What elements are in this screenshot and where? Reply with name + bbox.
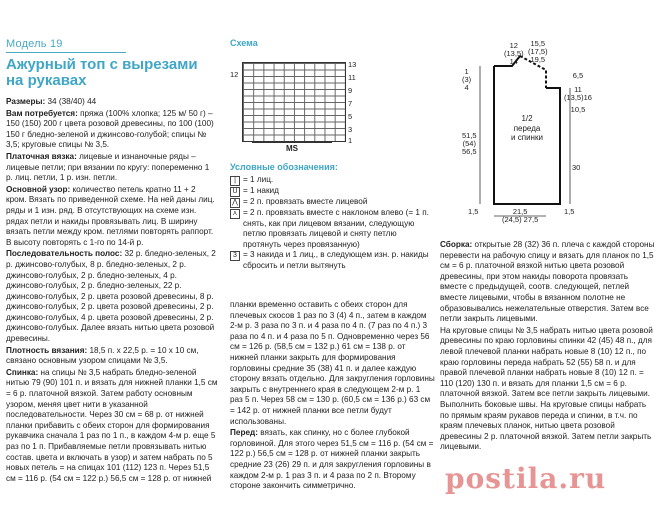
dim-neck-depth — [462, 68, 471, 92]
legend-item — [230, 250, 435, 271]
ssk-icon: ⋏ — [230, 209, 240, 219]
garter-paragraph — [6, 152, 218, 184]
front-text: вязать, как спинку, но с более глубокой горловиной. Для этого через 51,5 см = 116 р. (54 см = 122 р.) 56,5 см = 128 р. от нижней планки закрыть средние 23 (26) 29 п. и для закругления горловины в каждом 2-м р. 1 раз 3 п. и 4 раза по 2 п. Второму стороне закончить симметрично. — [230, 428, 434, 491]
chart-heading: Схема — [230, 38, 258, 48]
dim-width — [502, 208, 538, 224]
dim-text: (3) — [462, 75, 472, 84]
sizes-paragraph — [6, 97, 218, 108]
center-label-text: переда — [513, 123, 541, 133]
sizes-value: 34 (38/40) 44 — [45, 97, 97, 106]
watermark: postila.ru — [445, 462, 607, 495]
repeat-label: MS — [286, 144, 298, 153]
dim-text: 51,5 — [462, 131, 477, 140]
chart-row-label: 13 — [348, 60, 357, 69]
legend-item — [230, 208, 435, 250]
chart-row-label: 11 — [348, 73, 356, 82]
materials-text: пряжа (100% хлопка; 125 м/ 50 г) – 150 (150) 200 г цвета розовой древесины, по 100 (100) 150 г бледно-зеленой и джинсово-голубой; спицы № 3,5; круговые спицы № 3,5. — [6, 108, 214, 150]
legend-item — [230, 186, 435, 197]
neckband-paragraph: На круговые спицы № 3,5 набрать нитью цвета розовой древесины по краю горловины спинки 42 (45) 48 п., для левой плечевой планки набрать новые 8 (10) 12 п., по краю горловины переда набрать 52 (55) 58 п. и для правой плечевой планки набрать новые 8 (10) 12 п. = 110 (120) 130 п. и вязать для планки 1,5 см = 6 р. платочной вязкой. Затем все петли закрыть лицевыми. Выполнить боковые швы. На круговые спицы набрать по прямым краям рукавов переда и спинки, в т.ч. по краям плечевых планок, нитью цвета розовой древесины 2 р. платочной вязкой. Затем петли закрыть лицевыми. — [440, 325, 653, 452]
main-pattern-label: Основной узор: — [6, 184, 71, 194]
density-text: 18,5 п. х 22,5 р. = 10 х 10 см, связано основным узором спицами № 3,5. — [6, 345, 199, 366]
center-label-text: 1/2 — [521, 114, 533, 123]
chart-row-label: 3 — [348, 125, 353, 134]
legend-text: = 1 накид — [243, 186, 279, 195]
back-text: на спицы № 3,5 набрать бледно-зеленой нитью 79 (90) 101 п. и вязать для нижней планки 1,5 см = 6 р. платочной вязкой. Затем работу основным узором, меняя цвет нити в указанной последовательности. Через 30 см = 68 р. от нижней планки прибавить с обеих сторон для формирования рукавчика сначала 1 раз по 1 п., в каждом 4-м р. еще 5 раз по 1 п. Прибавляемые петли провязывать нитью состав. цвета и включать в узор) и затем набрать по 5 новых петель = на спицах 101 (112) 123 п. Через 51,5 см = 116 р. (54 см = 122 р.) 56,5 см = 128 р. от нижней — [6, 367, 218, 483]
dim-shoulder — [528, 40, 548, 64]
assembly-paragraph — [440, 240, 656, 325]
back-label: Спинка: — [6, 367, 39, 377]
middle-lower-text — [230, 300, 435, 493]
right-text — [440, 240, 656, 454]
legend — [230, 162, 435, 272]
dim-text: (24,5) 27,5 — [502, 215, 539, 224]
repeat-bracket — [252, 142, 332, 143]
assembly-label: Сборка: — [440, 240, 473, 249]
stripes-text: 32 р. бледно-зеленых, 2 р. джинсово-голубых, 8 р. бледно-зеленых, 2 р. джинсово-голубых, 2 р. бледно-зеленых, 4 р. джинсово-голубых, 2 р. бледно-зеленых, 22 р. джинсово-голубых, 2 р. цвета розовой древесины, 8 р. джинсово-голубых, 2 р. цвета розовой древесины, 2 р. джинсово-голубых, 4 р. цвета розовой древесины, 2 р. джинсово-голубых. Далее вязать нитью цвета розовой древесины. — [6, 249, 216, 344]
materials-paragraph — [6, 109, 218, 151]
k2tog-icon: ⋀ — [230, 198, 240, 208]
dim-height — [462, 132, 477, 156]
title-line-1: Ажурный топ с вырезами — [6, 56, 198, 73]
back-paragraph — [6, 368, 218, 485]
dim-text: (13,5) — [504, 49, 524, 58]
center-label-text: и спинки — [511, 133, 543, 142]
dim-text: 6,5 — [572, 71, 584, 80]
stripes-paragraph — [6, 249, 218, 344]
yarn-over-icon: U — [230, 187, 240, 197]
garter-text: лицевые и изнаночные ряды – лицевые петли; при вязании по кругу: попеременно 1 р. лиц. петли, 1 р. изн. петли. — [6, 151, 210, 183]
legend-text: = 3 накида и 1 лиц., в следующем изн. р. накиды сбросить и петли вытянуть — [243, 250, 429, 270]
column-right — [440, 0, 656, 516]
sizes-label: Размеры: — [6, 97, 46, 106]
back-continued-paragraph: планки временно оставить с обеих сторон для плечевых скосов 1 раз по 3 (4) 4 п., затем в каждом 2-м р. 3 раза по 3 п. и 4 раза по 4 п. (7 раз по 4 п.) 3 раза по 4 п. и 4 раза по 5 п. Одновременно через 56 см = 126 р. (58,5 см = 132 р.) 61 см = 138 р. от нижней планки закрыть для формирования горловины средние 35 (38) 41 п. и далее каждую сторону вязать отдельно. Для закругления горловины закрыть с внутреннего края в следующем 2-м р. 1 раз 5 п. Через 58 см = 130 р. (60,5 см = 136 р.) 63 см = 142 р. от нижней планки все петли будут использованы. — [230, 300, 435, 426]
dim-text: (54) — [462, 139, 476, 148]
density-paragraph — [6, 346, 218, 367]
dim-text: 21,5 — [512, 207, 528, 216]
main-pattern-text: количество петель кратно 11 + 2 кром. Вязать по приведенной схеме. На ней даны лиц. ряды и 1 изн. ряд. В отсутствующих на схеме изн. рядах петли и накиды провязывать лиц. В ширину вязать петли между кром. петлями повторять раппорт. В высоту повторять с 1-го по 14-й р. — [6, 184, 215, 247]
chart-row-label: 9 — [348, 86, 353, 95]
main-pattern-paragraph — [6, 185, 218, 249]
chart-row-label: 1 — [348, 136, 353, 145]
dim-sleeve — [564, 72, 592, 114]
dim-text: (13,5)16 — [564, 93, 592, 102]
chart-row-label: 7 — [348, 99, 353, 108]
model-divider — [6, 52, 126, 53]
legend-text: = 1 лиц. — [243, 175, 274, 184]
dim-hem-left: 1,5 — [468, 207, 479, 216]
legend-text: = 2 п. провязать вместе лицевой — [243, 197, 368, 206]
front-paragraph — [230, 428, 435, 492]
chart-row-label-left: 12 — [230, 70, 239, 79]
dim-text: 10,5 — [570, 105, 586, 114]
schematic-center-label — [502, 114, 552, 143]
knit-symbol-icon: | — [230, 176, 240, 186]
pattern-schematic — [440, 36, 656, 236]
dim-side: 30 — [572, 163, 581, 172]
model-number: Модель 19 — [6, 38, 63, 50]
dim-text: 19,5 — [530, 55, 546, 64]
dim-text: 56,5 — [462, 147, 477, 156]
triple-yarn-over-icon: 3 — [230, 251, 240, 261]
front-label: Перед: — [230, 428, 258, 438]
legend-item — [230, 175, 435, 186]
dim-hem-right: 1,5 — [564, 207, 575, 216]
stitch-chart — [230, 56, 430, 153]
legend-text: = 2 п. провязать вместе с наклоном влево (= 1 п. снять, как при лицевом вязании, следующую петлю провязать лицевой и сняту петлю протянуть через провязанную) — [243, 208, 429, 249]
materials-label: Вам потребуется: — [6, 108, 78, 118]
legend-heading: Условные обозначения: — [230, 162, 338, 172]
dim-text: (17,5) — [528, 47, 548, 56]
chart-grid — [242, 62, 346, 142]
dim-text: 12 — [509, 41, 518, 50]
stripes-label: Последовательность полос: — [6, 249, 123, 259]
dim-text: 15,5 — [530, 39, 546, 48]
column-left — [6, 0, 218, 485]
legend-item — [230, 197, 435, 208]
garter-label: Платочная вязка: — [6, 151, 77, 161]
chart-row-label: 5 — [348, 112, 353, 121]
dim-text: 11 — [574, 85, 582, 94]
dim-text: 4 — [464, 83, 469, 92]
density-label: Плотность вязания: — [6, 345, 88, 355]
page-title — [6, 57, 218, 89]
column-middle — [230, 0, 435, 516]
dim-neck — [504, 42, 524, 66]
dim-text: 1 — [464, 67, 469, 76]
assembly-text: открытые 28 (32) 36 п. плеча с каждой стороны перевести на рабочую спицу и вязать для планок по 1,5 см = 6 р. платочной вязкой нитью цвета розовой древесины, при этом накиды поворота провязать вместе с предыдущей, соотв. следующей, петлей вместе лицевыми, чтобы в вязанном полотне не образовывались нежелательные отверстия. Затем все петли закрыть лицевыми. — [440, 240, 655, 324]
dim-text: 14 — [509, 57, 518, 66]
title-line-2: на рукавах — [6, 72, 87, 89]
